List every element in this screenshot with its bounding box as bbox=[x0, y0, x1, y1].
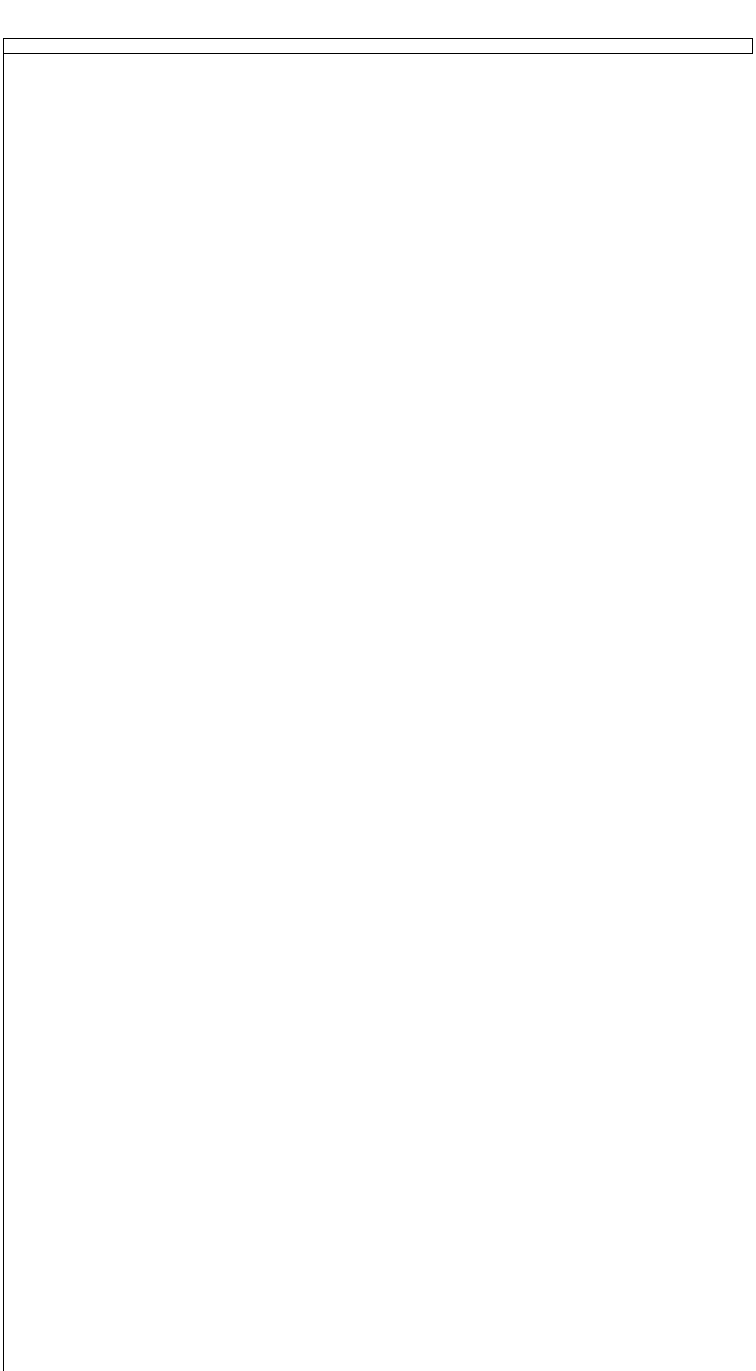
blank-row bbox=[3, 38, 753, 54]
fee-table bbox=[3, 38, 753, 1371]
page-title bbox=[0, 0, 756, 38]
